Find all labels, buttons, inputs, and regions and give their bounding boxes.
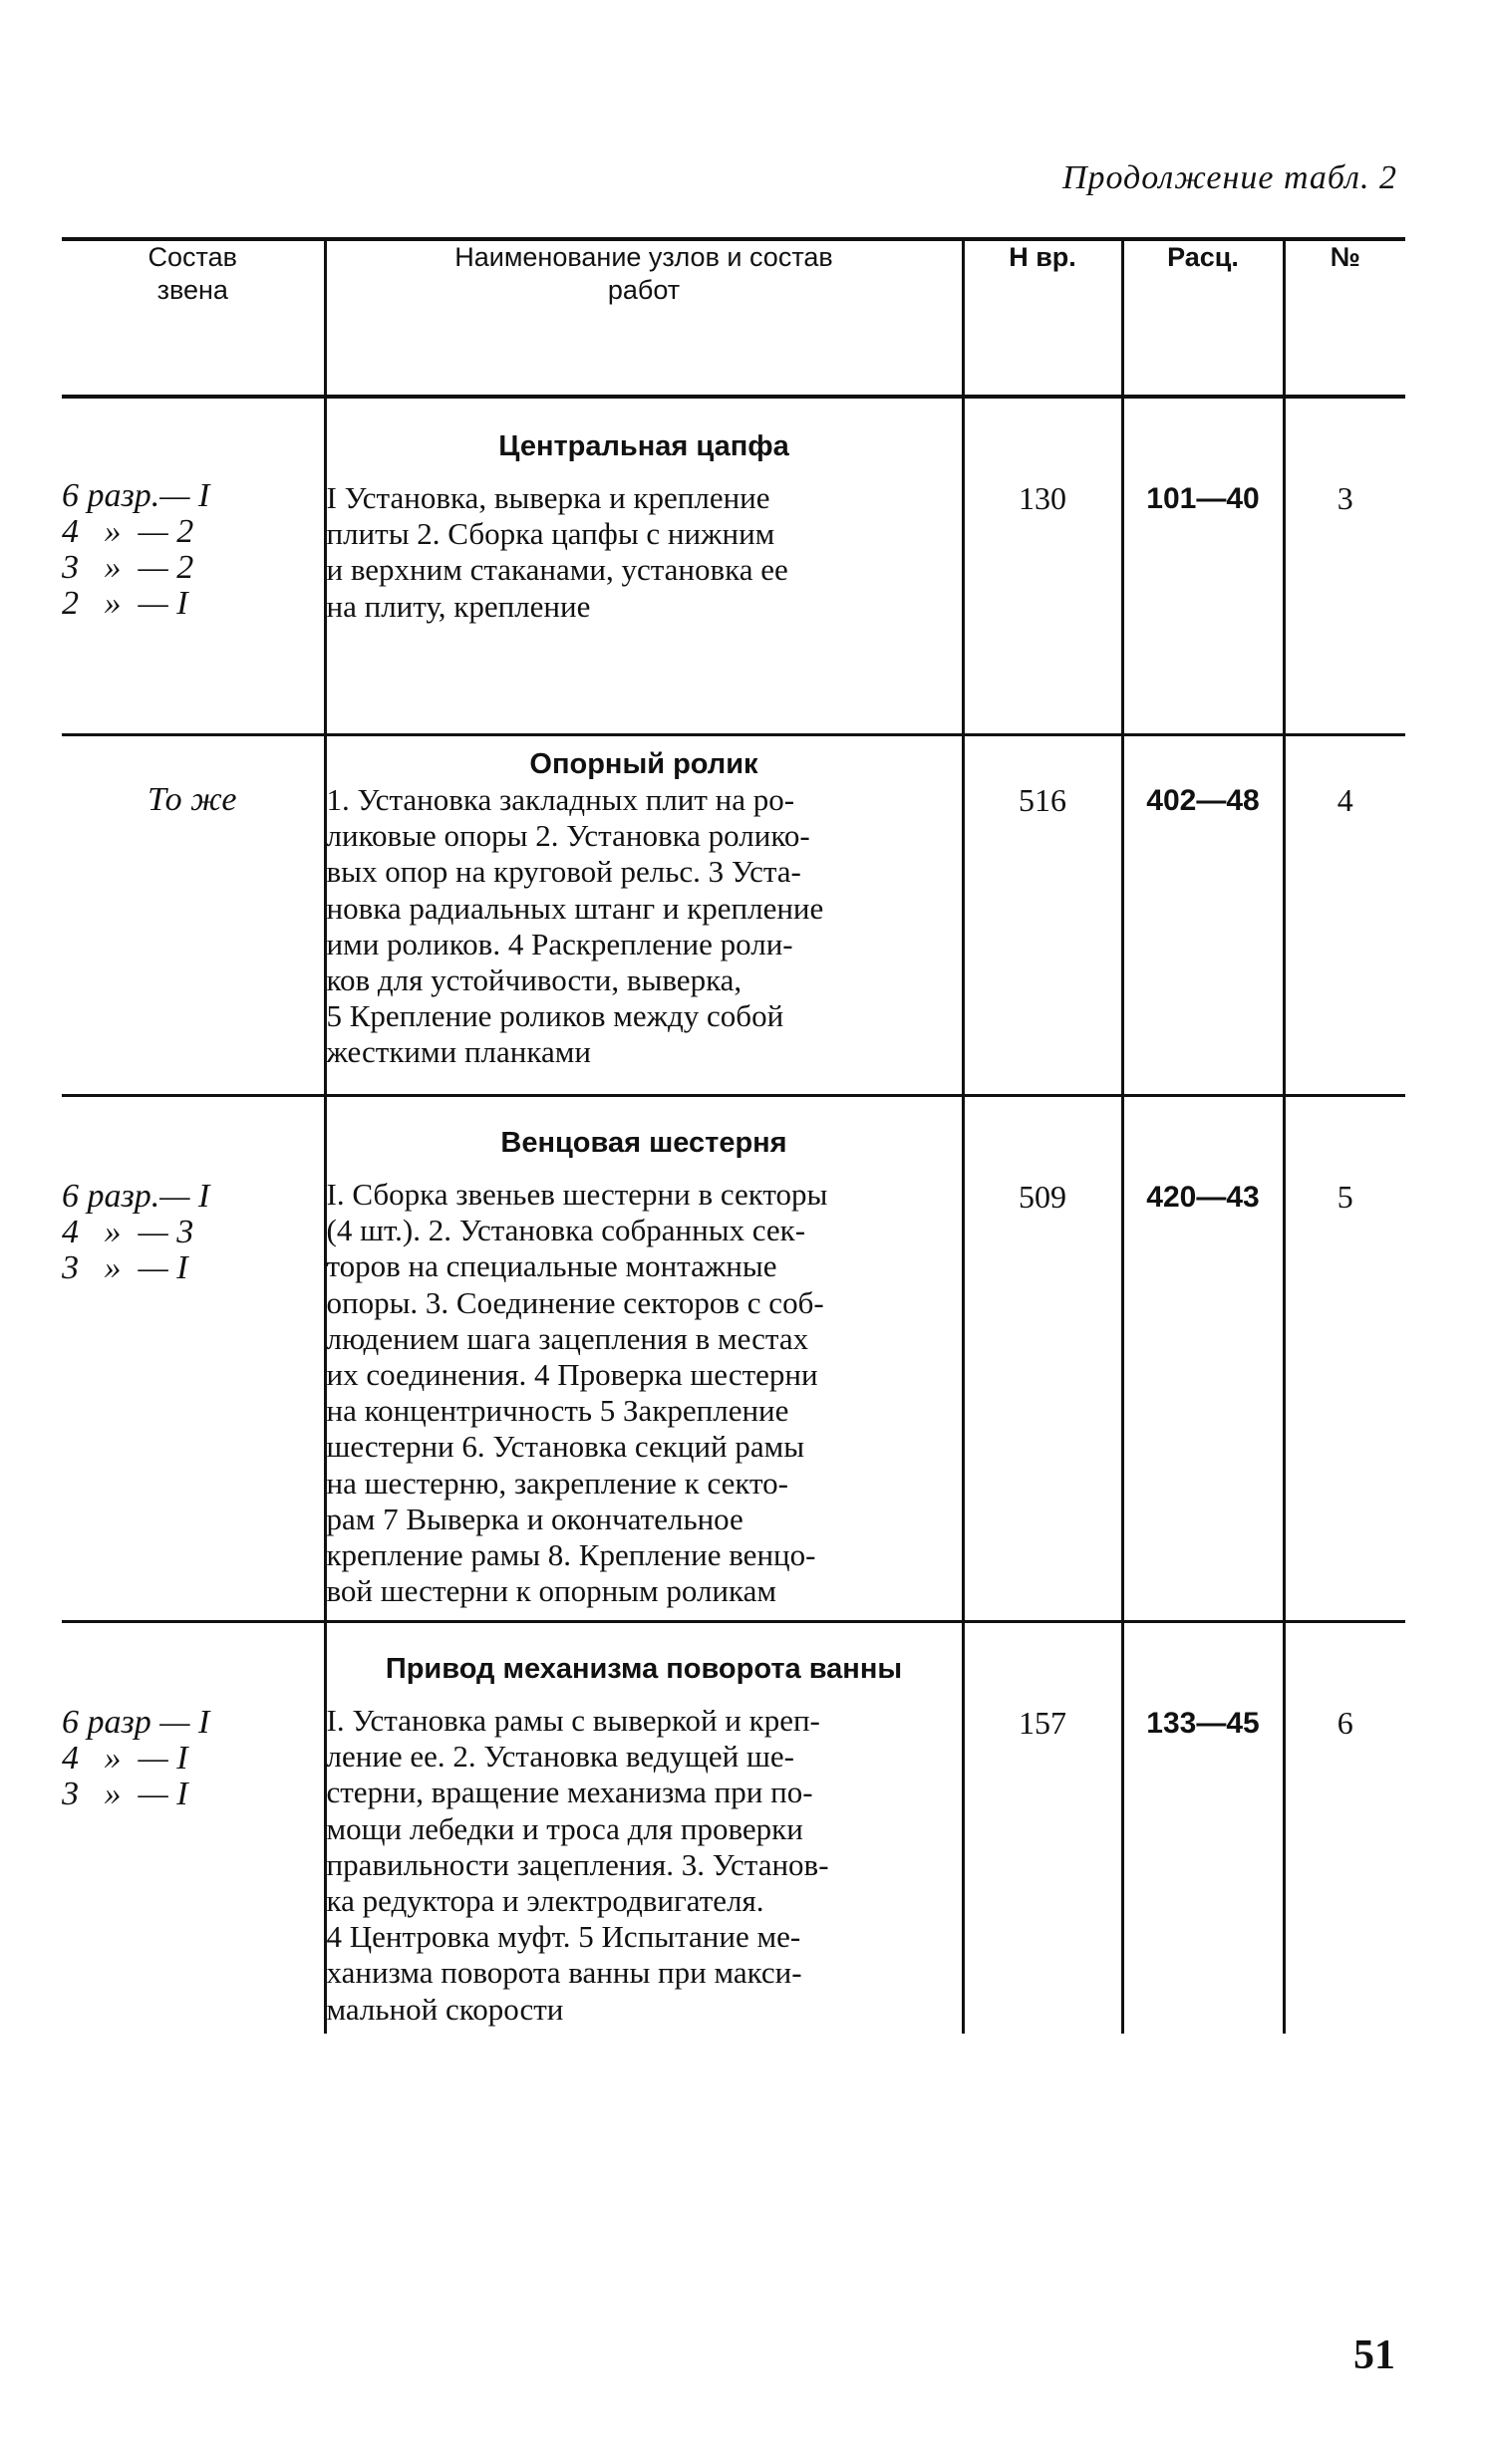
- table-row: [62, 397, 1405, 735]
- header-number: №: [1284, 239, 1405, 397]
- crew-line: 3 » — I: [62, 1776, 188, 1812]
- number-cell: 4: [1284, 735, 1405, 1096]
- header-work: Наименование узлов и состав работ: [325, 239, 963, 397]
- work-cell: [325, 1622, 963, 2035]
- rate-cell: 402—48: [1122, 735, 1284, 1096]
- crew-line: 4 » — 3: [62, 1214, 194, 1250]
- crew-line: 3 » — 2: [62, 549, 194, 586]
- norm-cell: 516: [963, 735, 1122, 1096]
- work-description: I Установка, выверка и крепление плиты 2. Сборка цапфы с нижним и верхним стаканами, установка ее на плиту, крепление: [326, 480, 788, 624]
- section-title: Привод механизма поворота ванны: [385, 1653, 903, 1685]
- table-header: [62, 239, 1405, 397]
- rate-cell: 133—45: [1122, 1622, 1284, 2035]
- crew-line: 2 » — I: [62, 585, 188, 622]
- number-cell: 6: [1284, 1622, 1405, 2035]
- header-crew: Состав звена: [148, 242, 237, 305]
- norms-table: [62, 237, 1405, 2034]
- number-cell: 3: [1284, 397, 1405, 735]
- table-row: [62, 1096, 1405, 1622]
- header-rate: Расц.: [1122, 239, 1284, 397]
- crew-line: 4 » — I: [62, 1740, 188, 1777]
- crew-cell: [62, 397, 325, 735]
- crew-line: 6 разр.— I: [62, 477, 210, 514]
- norm-cell: 130: [963, 397, 1122, 735]
- crew-line: 6 разр — I: [62, 1704, 210, 1741]
- crew-line: 6 разр.— I: [62, 1178, 210, 1215]
- norm-cell: 157: [963, 1622, 1122, 2035]
- section-title: Опорный ролик: [529, 748, 758, 780]
- number-cell: 5: [1284, 1096, 1405, 1622]
- work-description: 1. Установка закладных плит на ро- ликовые опоры 2. Установка ролико- вых опор на круговой рельс. 3 Уста- новка радиальных штанг и крепление ими роликов. 4 Раскрепление роли- ков для устойчивости, выверка, 5 Крепление роликов между собой жесткими планками: [326, 782, 824, 1070]
- crew-cell: [62, 1096, 325, 1622]
- crew-line: То же: [148, 781, 237, 818]
- table-row: [62, 735, 1405, 1096]
- crew-cell: [62, 735, 325, 1096]
- norm-cell: 509: [963, 1096, 1122, 1622]
- crew-line: 4 » — 2: [62, 513, 194, 550]
- rate-cell: 420—43: [1122, 1096, 1284, 1622]
- work-description: I. Установка рамы с выверкой и креп- ление ее. 2. Установка ведущей ше- стерни, вращение механизма при по- мощи лебедки и троса для проверки правильности зацепления. 3. Установ- ка редуктора и электродвигателя. 4 Центровка муфт. 5 Испытание ме- ханизма поворота ванны при макси- мальной скорости: [326, 1703, 829, 2027]
- table-row: [62, 1622, 1405, 2035]
- work-description: I. Сборка звеньев шестерни в секторы (4 шт.). 2. Установка собранных сек- торов на специальные монтажные опоры. 3. Соединение секторов с соб- людением шага зацепления в местах их соединения. 4 Проверка шестерни на концентричность 5 Закрепление шестерни 6. Установка секций рамы на шестерню, закрепление к секто- рам 7 Выверка и окончательное крепление рамы 8. Крепление венцо- вой шестерни к опорным роликам: [326, 1177, 828, 1609]
- table-continuation-caption: Продолжение табл. 2: [1061, 159, 1397, 196]
- section-title: Центральная цапфа: [498, 430, 789, 462]
- page-number: 51: [1353, 2332, 1395, 2378]
- work-cell: [325, 397, 963, 735]
- crew-cell: [62, 1622, 325, 2035]
- header-norm: Н вр.: [963, 239, 1122, 397]
- section-title: Венцовая шестерня: [500, 1127, 787, 1159]
- crew-line: 3 » — I: [62, 1249, 188, 1286]
- work-cell: [325, 1096, 963, 1622]
- rate-cell: 101—40: [1122, 397, 1284, 735]
- table-body: [62, 397, 1405, 2034]
- work-cell: [325, 735, 963, 1096]
